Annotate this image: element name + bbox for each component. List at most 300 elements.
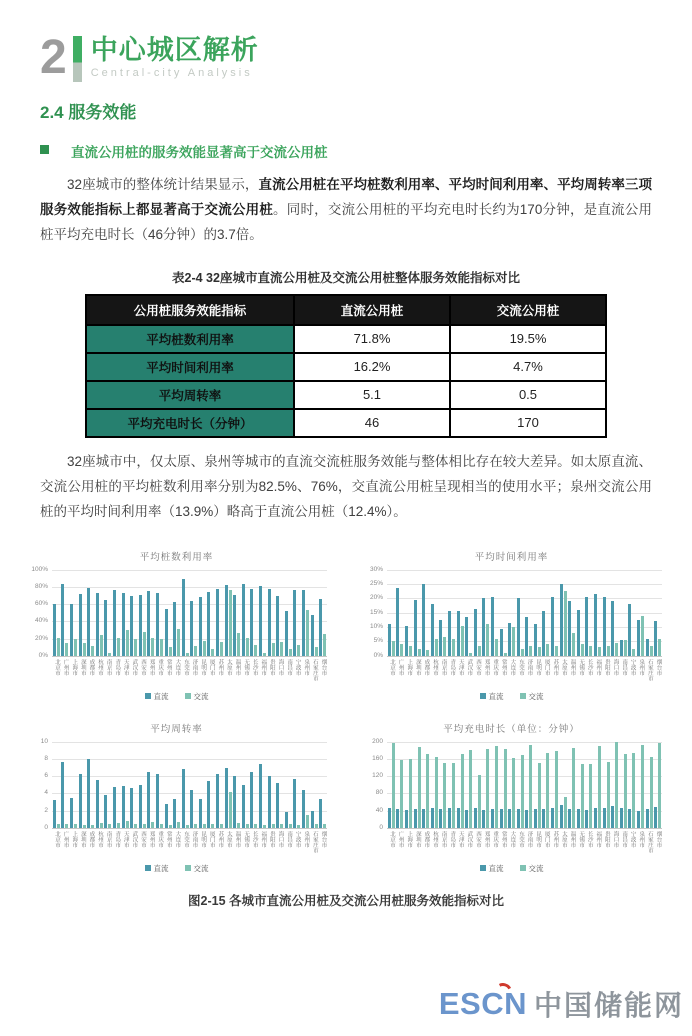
bar-group	[517, 742, 524, 828]
x-axis-label: 广州市	[62, 830, 69, 848]
bar-直流-西安市	[139, 595, 142, 656]
paragraph-1-lead: 32座城市的整体统计结果显示，	[67, 177, 259, 192]
bar-交流-厦门市	[211, 649, 214, 656]
x-axis-label: 厦门市	[208, 658, 215, 676]
metric-value-cell: 16.2%	[294, 353, 450, 381]
bar-group	[250, 570, 257, 656]
bar-直流-重庆市	[156, 774, 159, 828]
x-axis-label: 烟台市	[655, 658, 662, 676]
bar-直流-北京市	[53, 800, 56, 828]
bar-直流-成都市	[422, 584, 425, 656]
bar-group	[542, 742, 549, 828]
subsection-heading: 直流公用桩的服务效能显著高于交流公用桩	[71, 145, 328, 160]
bar-交流-太原市	[564, 797, 567, 828]
legend-swatch	[145, 865, 151, 871]
x-axis-label: 重庆市	[492, 830, 499, 848]
report-page	[0, 31, 692, 1036]
bar-交流-武汉市	[469, 653, 472, 656]
bar-交流-无锡市	[581, 764, 584, 828]
bar-直流-东莞市	[182, 769, 185, 827]
bar-交流-贵阳市	[272, 824, 275, 827]
bar-交流-烟台市	[323, 824, 326, 828]
y-axis-tick-label: 20%	[369, 594, 383, 602]
x-axis-label: 常州市	[165, 658, 172, 676]
x-axis-label: 重庆市	[492, 658, 499, 676]
bar-group	[577, 742, 584, 828]
x-axis-label: 长沙市	[251, 830, 258, 848]
bar-group	[70, 742, 77, 828]
bar-交流-济南市	[529, 745, 532, 828]
bar-直流-南京市	[104, 600, 107, 656]
legend-swatch	[480, 865, 486, 871]
x-axis-label: 北京市	[389, 830, 396, 848]
bar-直流-苏州市	[551, 597, 554, 656]
x-axis-label: 昆明市	[535, 830, 542, 848]
bar-group	[302, 570, 309, 656]
bar-group	[568, 742, 575, 828]
bar-直流-烟台市	[654, 807, 657, 828]
legend-item	[145, 691, 169, 702]
bar-group	[199, 570, 206, 656]
bar-直流-太原市	[225, 585, 228, 656]
x-axis-label: 青岛市	[449, 830, 456, 848]
bar-group	[405, 742, 412, 828]
x-axis-label: 贵阳市	[603, 830, 610, 848]
x-axis-label: 东莞市	[517, 658, 524, 676]
x-axis-label: 济南市	[191, 658, 198, 676]
x-axis-label: 青岛市	[114, 658, 121, 676]
bar-直流-厦门市	[542, 611, 545, 655]
bar-交流-宁波市	[632, 753, 635, 828]
bar-直流-杭州市	[96, 780, 99, 828]
bar-交流-杭州市	[100, 635, 103, 656]
bar-直流-杭州市	[431, 808, 434, 827]
legend-item	[480, 691, 504, 702]
y-axis-tick-label: 0%	[373, 651, 383, 659]
metric-name-cell: 平均充电时长（分钟）	[86, 409, 294, 437]
bar-group	[534, 570, 541, 656]
bar-group	[268, 742, 275, 828]
bar-group	[302, 742, 309, 828]
bar-group	[482, 570, 489, 656]
bar-group	[508, 742, 515, 828]
chart-title: 平均桩数利用率	[139, 551, 214, 563]
x-axis-label: 武汉市	[466, 830, 473, 848]
metric-value-cell: 71.8%	[294, 325, 450, 353]
bar-交流-石家庄市	[315, 647, 318, 656]
bar-直流-福州市	[259, 764, 262, 828]
bar-交流-贵阳市	[607, 762, 610, 827]
x-axis-label: 宁波市	[294, 658, 301, 676]
bar-直流-西安市	[474, 609, 477, 656]
legend-item	[480, 863, 504, 874]
bar-交流-海口市	[615, 742, 618, 828]
bar-group	[242, 742, 249, 828]
legend-label: 交流	[528, 691, 544, 701]
bar-交流-常州市	[504, 749, 507, 828]
bar-直流-昆明市	[534, 809, 537, 828]
bar-交流-天津市	[461, 754, 464, 828]
x-axis-label: 温州市	[569, 658, 576, 676]
bar-交流-长沙市	[254, 645, 257, 656]
bar-group	[654, 570, 661, 656]
bar-直流-南京市	[439, 620, 442, 656]
x-axis-label: 太原市	[225, 830, 232, 848]
bar-group	[448, 742, 455, 828]
x-axis-label: 苏州市	[217, 658, 224, 676]
bar-group	[474, 570, 481, 656]
bar-交流-杭州市	[100, 823, 103, 828]
y-axis-tick-label: 80%	[34, 583, 48, 590]
bar-group	[431, 570, 438, 656]
bar-直流-太原市	[225, 768, 228, 828]
metric-name-cell: 平均周转率	[86, 381, 294, 409]
x-axis-label: 海口市	[612, 830, 619, 848]
x-axis-label: 杭州市	[432, 658, 439, 676]
bar-交流-北京市	[392, 641, 395, 655]
x-axis-label: 常州市	[165, 830, 172, 848]
x-axis-label: 泉州市	[638, 830, 645, 848]
table-row	[86, 381, 606, 409]
bar-直流-武汉市	[130, 788, 133, 828]
legend-label: 直流	[488, 691, 504, 701]
bar-交流-东莞市	[521, 649, 524, 656]
bar-group	[534, 742, 541, 828]
bar-直流-广州市	[61, 584, 64, 655]
bar-交流-苏州市	[555, 751, 558, 828]
bar-交流-厦门市	[546, 753, 549, 828]
bar-group	[474, 742, 481, 828]
bar-交流-大连市	[512, 758, 515, 828]
bar-交流-无锡市	[246, 824, 249, 827]
bar-group	[491, 742, 498, 828]
bar-直流-苏州市	[216, 589, 219, 656]
bar-交流-福州市	[263, 653, 266, 656]
x-axis-label: 石家庄市	[646, 830, 653, 853]
bar-直流-重庆市	[491, 597, 494, 656]
charts-grid	[16, 549, 672, 883]
bar-交流-苏州市	[220, 642, 223, 656]
chart-x-axis-labels	[52, 831, 327, 859]
bar-group	[285, 742, 292, 828]
y-axis-tick-label: 4	[44, 789, 48, 797]
bar-group	[500, 742, 507, 828]
bar-group	[517, 570, 524, 656]
bar-group	[628, 570, 635, 656]
x-axis-label: 无锡市	[243, 658, 250, 676]
bar-group	[259, 570, 266, 656]
x-axis-label: 天津市	[457, 658, 464, 676]
bar-group	[165, 742, 172, 828]
bar-交流-海口市	[280, 642, 283, 656]
bar-交流-上海市	[409, 646, 412, 656]
bar-group	[113, 742, 120, 828]
bar-group	[87, 742, 94, 828]
bar-直流-昆明市	[199, 597, 202, 655]
x-axis-label: 西安市	[139, 658, 146, 676]
x-axis-label: 泉州市	[303, 658, 310, 676]
x-axis-label: 苏州市	[552, 658, 559, 676]
bar-group	[104, 570, 111, 656]
table-row	[86, 353, 606, 381]
x-axis-label: 厦门市	[543, 830, 550, 848]
legend-label: 交流	[193, 863, 209, 873]
bar-交流-石家庄市	[650, 646, 653, 656]
table-header-row	[86, 295, 606, 325]
bar-直流-长沙市	[585, 597, 588, 656]
x-axis-label: 常州市	[500, 658, 507, 676]
bar-直流-苏州市	[216, 774, 219, 828]
bar-直流-天津市	[122, 593, 125, 656]
x-axis-label: 宁波市	[629, 830, 636, 848]
bar-group	[259, 742, 266, 828]
x-axis-label: 南京市	[440, 658, 447, 676]
x-axis-label: 泉州市	[638, 658, 645, 676]
x-axis-label: 太原市	[560, 830, 567, 848]
bar-直流-石家庄市	[646, 809, 649, 828]
bar-group	[637, 742, 644, 828]
bar-直流-深圳市	[79, 594, 82, 656]
bar-交流-厦门市	[211, 824, 214, 827]
table-title: 表2-4 32座城市直流公用桩及交流公用桩整体服务效能指标对比	[172, 270, 520, 285]
bar-group	[388, 742, 395, 828]
bar-group	[147, 742, 154, 828]
x-axis-label: 福州市	[595, 830, 602, 848]
bar-直流-长沙市	[250, 589, 253, 656]
bar-交流-大连市	[177, 629, 180, 656]
bar-group	[500, 570, 507, 656]
bar-group	[216, 570, 223, 656]
bar-直流-海口市	[611, 601, 614, 655]
bar-交流-温州市	[572, 633, 575, 656]
chart-x-axis-labels	[387, 831, 662, 859]
x-axis-label: 长沙市	[251, 658, 258, 676]
bar-交流-武汉市	[134, 824, 137, 827]
bar-交流-重庆市	[160, 639, 163, 656]
bar-group	[53, 570, 60, 656]
chart-x-axis-labels	[52, 659, 327, 687]
bar-group	[225, 570, 232, 656]
bar-直流-北京市	[388, 624, 391, 656]
bar-直流-烟台市	[319, 799, 322, 828]
bar-交流-宁波市	[297, 645, 300, 656]
y-axis-tick-label: 15%	[369, 608, 383, 616]
bar-交流-无锡市	[246, 638, 249, 656]
bar-交流-青岛市	[452, 639, 455, 656]
bar-group	[542, 570, 549, 656]
bar-group	[311, 570, 318, 656]
bar-交流-北京市	[57, 824, 60, 827]
y-axis-tick-label: 80	[375, 789, 383, 797]
y-axis-tick-label: 60%	[34, 600, 48, 608]
bar-交流-大连市	[177, 822, 180, 828]
x-axis-label: 南昌市	[286, 830, 293, 848]
bar-交流-泉州市	[306, 610, 309, 656]
x-axis-label: 昆明市	[200, 830, 207, 848]
x-axis-label: 太原市	[560, 658, 567, 676]
bar-直流-贵阳市	[268, 776, 271, 828]
square-bullet-icon	[40, 145, 49, 154]
bar-group	[113, 570, 120, 656]
bar-直流-重庆市	[491, 809, 494, 828]
bar-直流-武汉市	[465, 617, 468, 656]
bar-series	[52, 570, 327, 656]
bar-交流-泉州市	[641, 745, 644, 828]
x-axis-label: 海口市	[612, 658, 619, 676]
bar-直流-贵阳市	[603, 597, 606, 656]
x-axis-label: 北京市	[389, 658, 396, 676]
bar-直流-宁波市	[293, 779, 296, 828]
x-axis-label: 上海市	[71, 658, 78, 676]
bar-交流-青岛市	[452, 763, 455, 828]
bar-交流-武汉市	[469, 750, 472, 828]
bar-group	[130, 742, 137, 828]
bar-直流-天津市	[457, 611, 460, 655]
bar-交流-上海市	[409, 759, 412, 828]
bar-直流-泉州市	[302, 590, 305, 656]
bar-直流-上海市	[70, 798, 73, 828]
x-axis-label: 重庆市	[157, 830, 164, 848]
x-axis-label: 东莞市	[517, 830, 524, 848]
x-axis-label: 常州市	[500, 830, 507, 848]
bar-group	[311, 742, 318, 828]
x-axis-label: 厦门市	[543, 658, 550, 676]
bar-group	[396, 570, 403, 656]
chart-legend	[16, 863, 337, 874]
bar-直流-石家庄市	[311, 615, 314, 655]
chapter-header	[40, 31, 692, 84]
section-heading: 2.4 服务效能	[40, 103, 137, 122]
x-axis-label: 烟台市	[320, 830, 327, 848]
bar-直流-泉州市	[637, 811, 640, 828]
escn-logo-cn-text: 中国储能网	[533, 990, 684, 1021]
bar-交流-西安市	[478, 646, 481, 656]
x-axis-label: 武汉市	[466, 658, 473, 676]
bar-交流-深圳市	[83, 643, 86, 656]
bar-group	[207, 570, 214, 656]
bar-group	[551, 742, 558, 828]
bar-交流-深圳市	[418, 649, 421, 656]
x-axis-label: 郑州市	[148, 658, 155, 676]
paragraph-1-bold: 直流公用桩在平均桩数利用率、平均时间利用率、平均周转率三项服务效能指标上都显著高于交流公用桩	[40, 177, 652, 217]
bar-直流-厦门市	[542, 809, 545, 827]
bar-交流-温州市	[572, 748, 575, 828]
bar-group	[233, 570, 240, 656]
x-axis-label: 武汉市	[131, 830, 138, 848]
bar-交流-宁波市	[632, 649, 635, 656]
bar-交流-昆明市	[203, 824, 206, 827]
bar-交流-海口市	[615, 643, 618, 656]
bar-直流-成都市	[87, 588, 90, 656]
y-axis-tick-label: 10	[40, 737, 48, 745]
y-axis-tick-label: 40	[375, 806, 383, 814]
bar-交流-太原市	[564, 591, 567, 656]
bar-交流-重庆市	[495, 639, 498, 656]
bar-group	[414, 570, 421, 656]
bar-直流-南昌市	[285, 812, 288, 827]
x-axis-label: 福州市	[595, 658, 602, 676]
bar-交流-青岛市	[117, 638, 120, 656]
x-axis-label: 北京市	[54, 830, 61, 848]
bar-交流-广州市	[400, 644, 403, 655]
bar-交流-南京市	[443, 637, 446, 656]
bar-交流-济南市	[194, 824, 197, 827]
bar-group	[173, 742, 180, 828]
x-axis-label: 福州市	[260, 658, 267, 676]
bar-交流-天津市	[461, 626, 464, 656]
x-axis-label: 昆明市	[200, 658, 207, 676]
x-axis-label: 杭州市	[97, 830, 104, 848]
bar-直流-济南市	[525, 617, 528, 656]
legend-label: 直流	[153, 863, 169, 873]
bar-交流-烟台市	[323, 634, 326, 656]
bar-直流-天津市	[122, 786, 125, 828]
x-axis-label: 深圳市	[79, 830, 86, 848]
x-axis-label: 天津市	[457, 830, 464, 848]
bar-交流-武汉市	[134, 639, 137, 655]
bar-直流-广州市	[396, 809, 399, 828]
bar-直流-烟台市	[654, 621, 657, 655]
bar-group	[96, 570, 103, 656]
x-axis-label: 济南市	[526, 830, 533, 848]
bar-group	[276, 742, 283, 828]
bar-交流-东莞市	[186, 825, 189, 828]
bar-直流-东莞市	[517, 809, 520, 828]
bar-group	[147, 570, 154, 656]
bar-交流-长沙市	[254, 824, 257, 827]
x-axis-label: 天津市	[122, 658, 129, 676]
bar-交流-长沙市	[589, 646, 592, 656]
bar-group	[173, 570, 180, 656]
bar-series	[387, 742, 662, 828]
bar-直流-长沙市	[250, 772, 253, 828]
bar-交流-石家庄市	[650, 757, 653, 828]
x-axis-label: 海口市	[277, 830, 284, 848]
chart-plot-area	[372, 737, 662, 831]
bar-group	[646, 570, 653, 656]
bar-group	[293, 742, 300, 828]
bar-group	[525, 742, 532, 828]
x-axis-label: 济南市	[191, 830, 198, 848]
bar-交流-郑州市	[486, 749, 489, 828]
bar-交流-常州市	[169, 647, 172, 656]
metric-value-cell: 4.7%	[450, 353, 606, 381]
bar-直流-杭州市	[431, 604, 434, 656]
bar-group	[508, 570, 515, 656]
chart-avg-turnover-rate	[16, 721, 337, 883]
bar-group	[594, 570, 601, 656]
bar-直流-上海市	[70, 604, 73, 656]
legend-swatch	[185, 693, 191, 699]
chapter-bar-decoration	[73, 36, 82, 82]
bar-交流-苏州市	[220, 824, 223, 827]
bar-交流-南昌市	[624, 754, 627, 828]
bar-group	[465, 742, 472, 828]
x-axis-label: 大连市	[509, 830, 516, 848]
chart-avg-pile-count-utilization	[16, 549, 337, 711]
x-axis-label: 宁波市	[294, 830, 301, 848]
x-axis-label: 石家庄市	[311, 830, 318, 853]
bar-交流-广州市	[65, 643, 68, 656]
x-axis-label: 上海市	[406, 830, 413, 848]
bar-group	[603, 742, 610, 828]
bar-交流-常州市	[169, 825, 172, 828]
bar-group	[431, 742, 438, 828]
legend-label: 直流	[488, 863, 504, 873]
legend-swatch	[520, 865, 526, 871]
x-axis-label: 成都市	[423, 830, 430, 848]
bar-直流-南京市	[439, 809, 442, 828]
